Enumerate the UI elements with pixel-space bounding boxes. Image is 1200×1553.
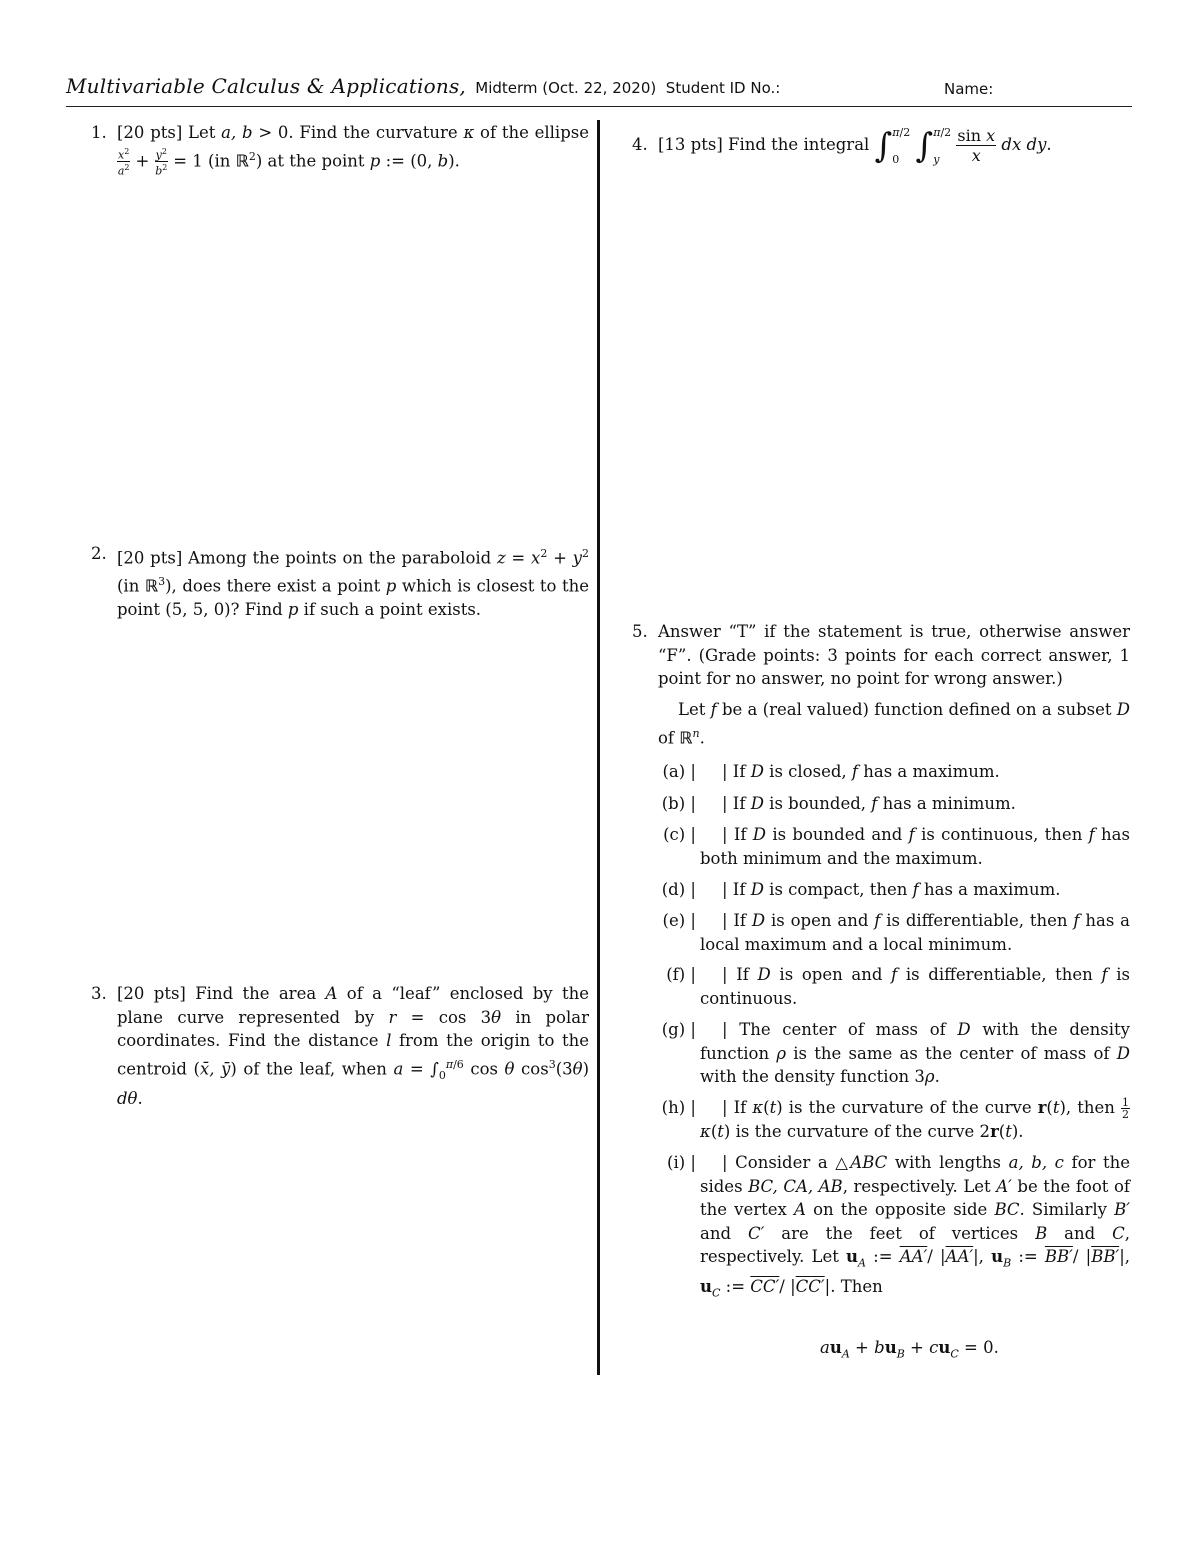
problem-number: 1.: [91, 123, 107, 142]
problem-number: 3.: [91, 984, 107, 1003]
problem-1: 1. [20 pts] Let a, b > 0. Find the curvature κ of the ellipse $\frac{x^2}{a^2}$ + $\frac{y^2}{b^2}$ = 1 (in ℝ$^2$) at the point p := (0, b).: [91, 123, 589, 178]
student-id-label: Student ID No.:: [665, 79, 781, 97]
true-false-item-d: (d) | | If D is compact, then f has a maximum.: [661, 880, 1061, 899]
problem-5-instructions: Answer “T” if the statement is true, otherwise answer “F”. (Grade points: 3 points for each correct answer, 1 point for no answer, no point for wrong answer.): [658, 622, 1130, 688]
true-false-item-i: (i) | | Consider a △ABC with lengths a, b, c for the sides BC, CA, AB, respectively. Let A′ be the foot of the vertex A on the opposite side BC. Similarly B′ and C′ are the feet of vertices B and C, respectively. Let $u_A$ := AA′/ |AA′|, $u_B$ := BB′/ |BB′|, $u_C$ := CC′/ |CC′|. Then: [667, 1153, 1131, 1300]
true-false-item-b: (b) | | If D is bounded, f has a minimum.: [661, 794, 1016, 813]
problem-4: 4. [13 pts] Find the integral ∫ π/2 0 ∫ π/2 y $\frac{\text{sin x}}{x}$ dx dy.: [658, 122, 1130, 168]
problem-5: [632, 620, 1130, 691]
true-false-item-a: (a) | | If D is closed, f has a maximum.: [662, 762, 1000, 781]
problem-5-intro: Let f be a (real valued) function defined on a subset D of ℝ$^n$.: [658, 700, 1130, 747]
exam-info: Midterm (Oct. 22, 2020) Student ID No.:: [475, 79, 781, 97]
problem-2: 2. [20 pts] Among the points on the paraboloid $z = x^2 + y^2$ (in ℝ$^3$), does there exist a point p which is closest to the point (5, 5, 0)? Find p if such a point exists.: [91, 544, 590, 619]
name-label: Name:: [944, 80, 994, 98]
true-false-item-c: (c) | | If D is bounded and f is continuous, then f has both minimum and the maximum.: [663, 825, 1130, 868]
problem-number: 4.: [632, 135, 648, 154]
course-title: Multivariable Calculus & Applications,: [66, 74, 466, 98]
problem-5-equation: $au_A + bu_B + cu_C = 0$.: [820, 1338, 999, 1361]
true-false-item-g: (g) | | The center of mass of D with the density function ρ is the same as the center of mass of D with the density function 3ρ.: [661, 1020, 1130, 1086]
true-false-item-e: (e) | | If D is open and f is differentiable, then f has a local maximum and a local minimum.: [662, 911, 1130, 954]
true-false-item-f: (f) | | If D is open and f is differentiable, then f is continuous.: [666, 965, 1130, 1008]
problem-3: 3. [20 pts] Find the area A of a “leaf” enclosed by the plane curve represented by r = cos 3θ in polar coordinates. Find the distance l from the origin to the centroid (x̄, ȳ) of the leaf, when $a = \int_0^{\pi/6}$ cos θ $\cos^3(3\theta)$ dθ.: [91, 984, 589, 1108]
exam-header: [66, 74, 1132, 102]
true-false-item-h: (h) | | If κ(t) is the curvature of the curve r(t), then $\frac{1}{2}$ κ(t) is the curvature of the curve 2r(t).: [661, 1096, 1129, 1141]
column-divider: [597, 120, 600, 1375]
problem-number: 2.: [91, 544, 107, 563]
header-rule: [66, 106, 1132, 107]
problem-number: 5.: [632, 622, 648, 641]
